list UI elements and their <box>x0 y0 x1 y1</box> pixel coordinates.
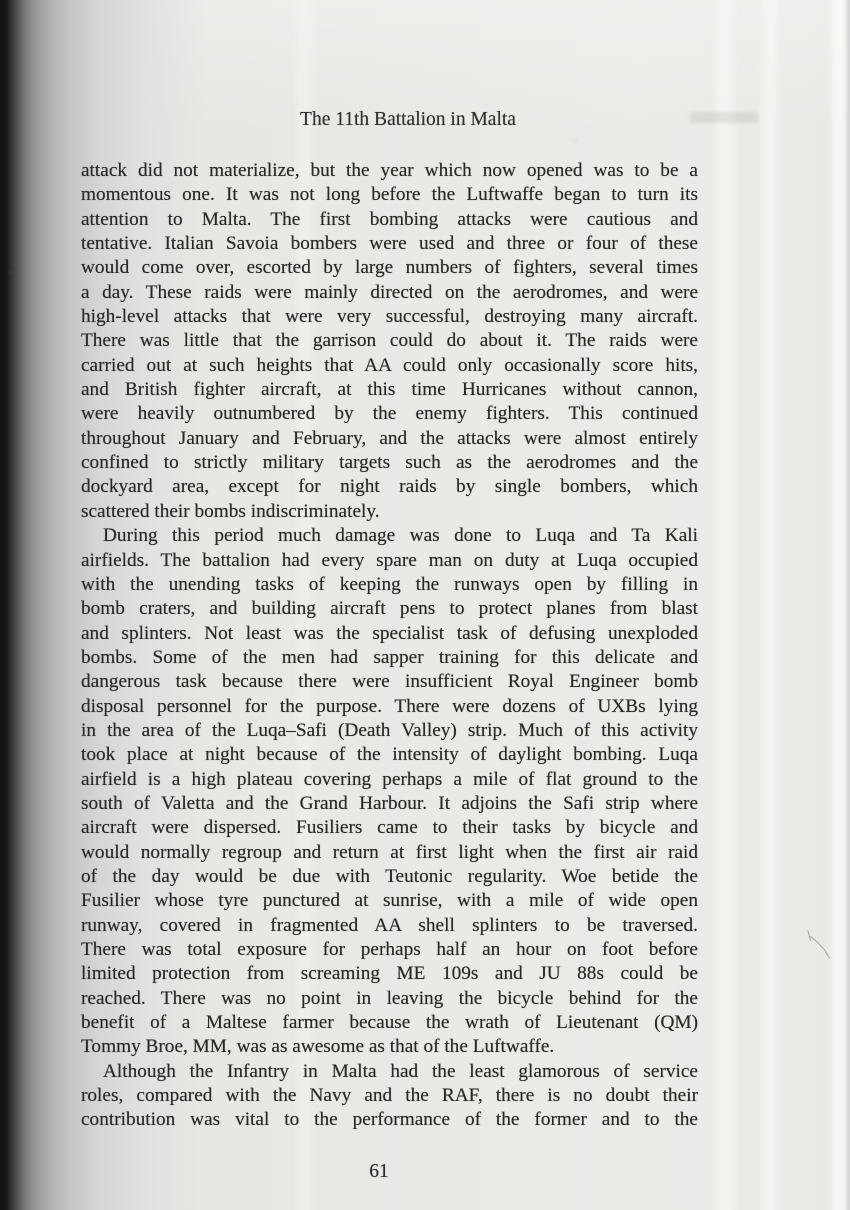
text-line: dangerous task because there were insufficient Royal Engineer bomb <box>81 671 698 693</box>
text-line: Fusilier whose tyre punctured at sunrise, with a mile of wide open <box>81 890 698 912</box>
paper-speck <box>572 139 577 142</box>
text-line: and splinters. Not least was the specialist task of defusing unexploded <box>81 622 698 644</box>
text-line: would normally regroup and return at first light when the first air raid <box>81 841 698 863</box>
text-line: limited protection from screaming ME 109s and JU 88s could be <box>81 963 698 985</box>
scratch-mark-icon <box>800 924 840 970</box>
text-line: of the day would be due with Teutonic regularity. Woe betide the <box>81 865 698 887</box>
text-line: airfield is a high plateau covering perhaps a mile of flat ground to the <box>81 768 698 790</box>
text-line: bombs. Some of the men had sapper training for this delicate and <box>81 646 698 668</box>
text-line: scattered their bombs indiscriminately. <box>81 500 380 522</box>
text-line: a day. These raids were mainly directed on the aerodromes, and were <box>81 281 698 303</box>
text-line: There was little that the garrison could do about it. The raids were <box>81 330 698 352</box>
paper-speck <box>8 271 12 274</box>
text-line: runway, covered in fragmented AA shell splinters to be traversed. <box>81 914 698 936</box>
text-line: took place at night because of the intensity of daylight bombing. Luqa <box>81 744 698 766</box>
text-line: tentative. Italian Savoia bombers were used and three or four of these <box>81 233 698 255</box>
text-line: airfields. The battalion had every spare man on duty at Luqa occupied <box>81 549 698 571</box>
text-line: Although the Infantry in Malta had the least glamorous of service <box>103 1060 698 1082</box>
text-line: carried out at such heights that AA could only occasionally score hits, <box>81 354 698 376</box>
text-line: and British fighter aircraft, at this time Hurricanes without cannon, <box>81 379 698 401</box>
text-line: were heavily outnumbered by the enemy fighters. This continued <box>81 403 698 425</box>
page-number: 61 <box>369 1161 389 1182</box>
text-line: confined to strictly military targets such as the aerodromes and the <box>81 452 698 474</box>
text-line: with the unending tasks of keeping the runways open by filling in <box>81 573 698 595</box>
text-line: aircraft were dispersed. Fusiliers came to their tasks by bicycle and <box>81 817 698 839</box>
text-line: would come over, escorted by large numbers of fighters, several times <box>81 257 698 279</box>
text-line: disposal personnel for the purpose. There were dozens of UXBs lying <box>81 695 698 717</box>
text-line: dockyard area, except for night raids by single bombers, which <box>81 476 698 498</box>
text-line: During this period much damage was done to Luqa and Ta Kali <box>103 525 698 547</box>
text-line: There was total exposure for perhaps half an hour on foot before <box>81 939 698 960</box>
text-line: in the area of the Luqa–Safi (Death Valley) strip. Much of this activity <box>81 719 698 741</box>
text-line: roles, compared with the Navy and the RAF, there is no doubt their <box>81 1085 698 1107</box>
body-text <box>81 159 698 1133</box>
text-line: momentous one. It was not long before the Luftwaffe began to turn its <box>81 184 698 206</box>
page-title: The 11th Battalion in Malta <box>300 109 516 130</box>
ghost-showthrough-smudge <box>690 112 758 123</box>
text-line: attack did not materialize, but the year which now opened was to be a <box>81 160 698 181</box>
text-line: benefit of a Maltese farmer because the wrath of Lieutenant (QM) <box>81 1012 698 1034</box>
text-line: attention to Malta. The first bombing attacks were cautious and <box>81 208 698 230</box>
text-line: contribution was vital to the performance of the former and to the <box>81 1109 698 1131</box>
text-line: reached. There was no point in leaving the bicycle behind for the <box>81 987 698 1009</box>
text-line: Tommy Broe, MM, was as awesome as that of the Luftwaffe. <box>81 1036 555 1058</box>
text-line: bomb craters, and building aircraft pens to protect planes from blast <box>81 598 698 620</box>
text-line: throughout January and February, and the attacks were almost entirely <box>81 427 698 449</box>
text-line: high-level attacks that were very successful, destroying many aircraft. <box>81 306 698 328</box>
text-line: south of Valetta and the Grand Harbour. It adjoins the Safi strip where <box>81 792 698 814</box>
